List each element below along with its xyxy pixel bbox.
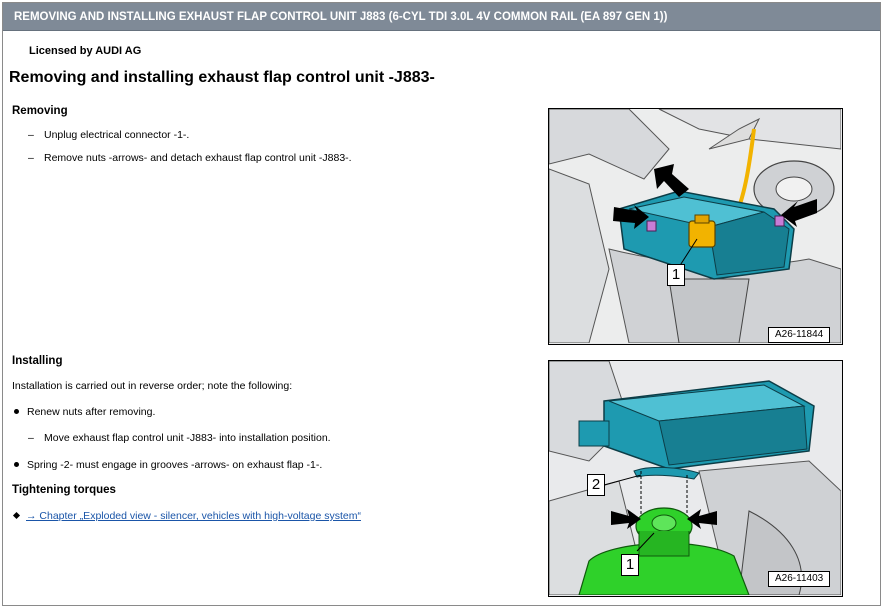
step-dash: – xyxy=(28,152,34,164)
diamond-bullet-icon xyxy=(13,512,20,519)
callout-exhaust-flap: 1 xyxy=(621,554,639,576)
figure-spring-installation xyxy=(548,360,843,597)
bullet-icon xyxy=(14,462,19,467)
callout-connector: 1 xyxy=(667,264,685,286)
torques-section-title: Tightening torques xyxy=(12,484,116,496)
installing-bullet-1: Renew nuts after removing. xyxy=(27,406,156,418)
figure-1-illustration xyxy=(549,109,841,343)
license-note: Licensed by AUDI AG xyxy=(29,45,142,57)
installing-substep: Move exhaust flap control unit -J883- into installation position. xyxy=(44,432,331,444)
step-dash: – xyxy=(28,432,34,444)
figure-1-reference-label: A26-11844 xyxy=(768,327,830,343)
figure-2-reference-label: A26-11403 xyxy=(768,571,830,587)
figure-control-unit-removal xyxy=(548,108,843,345)
installing-bullet-2: Spring -2- must engage in grooves -arrows- on exhaust flap -1-. xyxy=(27,459,323,471)
removing-section-title: Removing xyxy=(12,105,68,117)
document-frame xyxy=(2,2,881,606)
exploded-view-chapter-link[interactable]: → Chapter „Exploded view - silencer, vehicles with high-voltage system“ xyxy=(26,510,361,522)
bullet-icon xyxy=(14,409,19,414)
page-title: Removing and installing exhaust flap control unit -J883- xyxy=(9,69,435,86)
document-title-bar: REMOVING AND INSTALLING EXHAUST FLAP CONTROL UNIT J883 (6-CYL TDI 3.0L 4V COMMON RAIL (EA 897 GEN 1)) xyxy=(3,3,880,31)
step-dash: – xyxy=(28,129,34,141)
installing-intro: Installation is carried out in reverse order; note the following: xyxy=(12,380,293,392)
installing-section-title: Installing xyxy=(12,355,63,367)
removing-step-2: Remove nuts -arrows- and detach exhaust flap control unit -J883-. xyxy=(44,152,352,164)
removing-step-1: Unplug electrical connector -1-. xyxy=(44,129,190,141)
callout-spring: 2 xyxy=(587,474,605,496)
